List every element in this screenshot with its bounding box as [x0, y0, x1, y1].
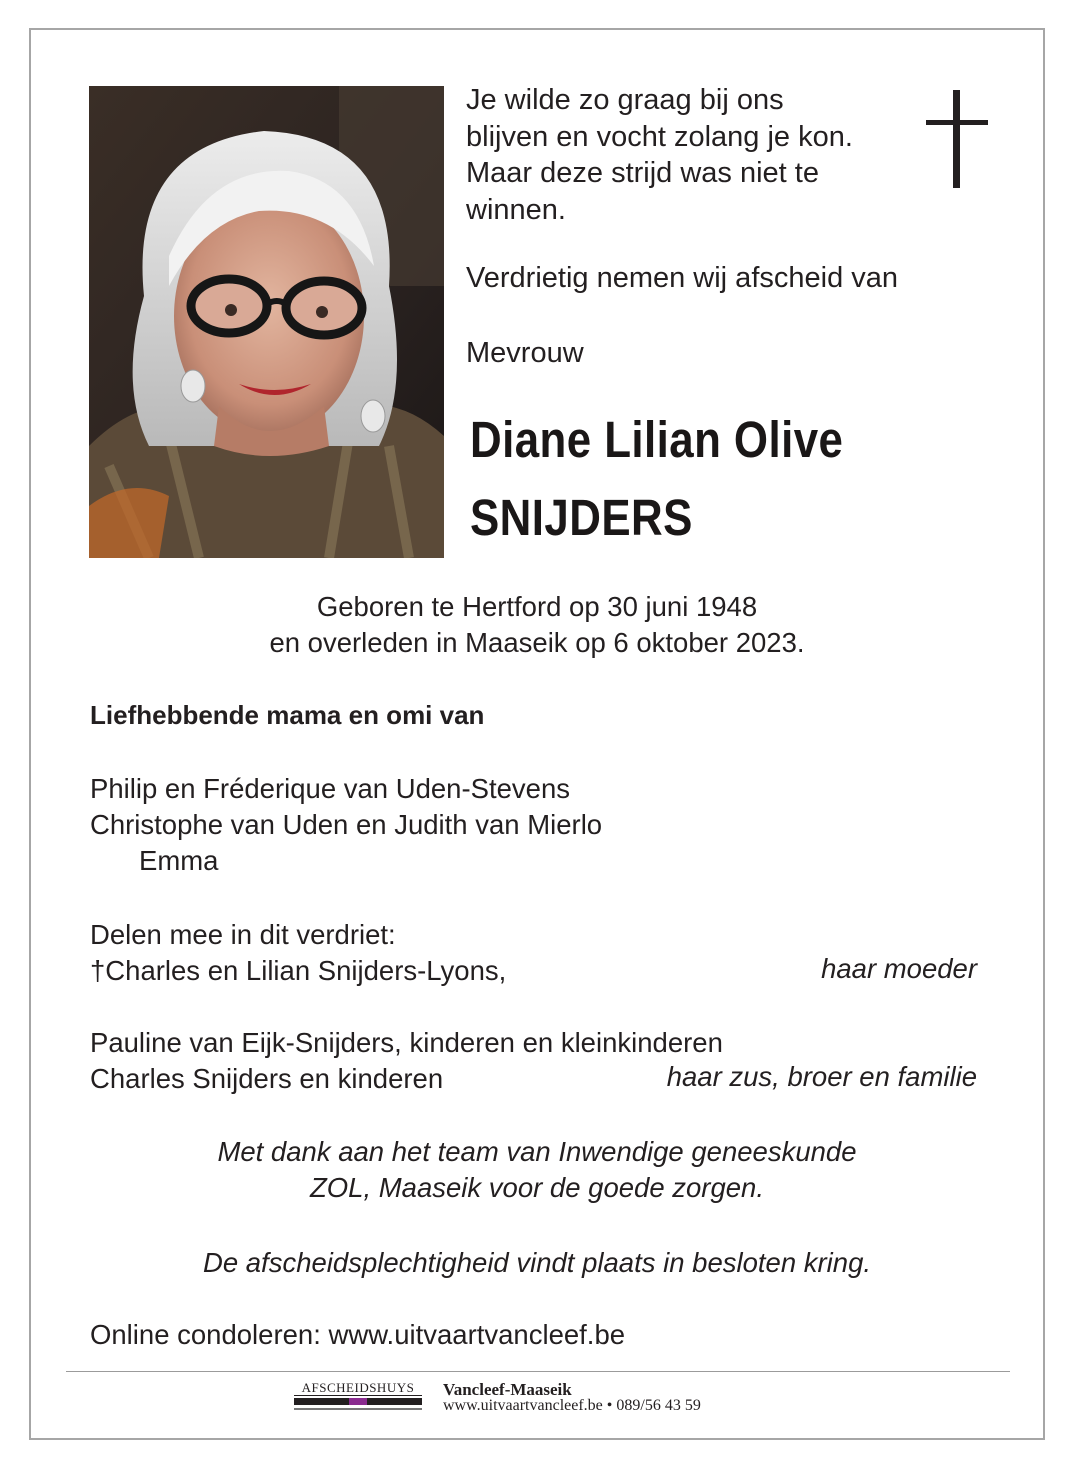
thanks-line: Met dank aan het team van Inwendige geneeskunde: [217, 1136, 857, 1167]
death-line: en overleden in Maaseik op 6 oktober 2023.: [269, 627, 805, 658]
parents-line: †Charles en Lilian Snijders-Lyons,: [90, 955, 507, 986]
parents-role: haar moeder: [821, 953, 977, 984]
logo-band: [294, 1398, 422, 1405]
sibling-line: Charles Snijders en kinderen: [90, 1063, 444, 1094]
logo-text: AFSCHEIDSHUYS: [294, 1380, 422, 1396]
poem-line: winnen.: [466, 193, 566, 226]
logo-subline: [294, 1408, 422, 1410]
funeral-home-contact: www.uitvaartvancleef.be • 089/56 43 59: [443, 1397, 701, 1414]
family-heading: Liefhebbende mama en omi van: [90, 700, 485, 730]
funeral-home-logo: [294, 1380, 422, 1418]
sibling-role: haar zus, broer en familie: [666, 1061, 977, 1092]
condolence-link[interactable]: Online condoleren: www.uitvaartvancleef.be: [90, 1319, 626, 1350]
farewell-lead: Verdrietig nemen wij afscheid van: [466, 262, 899, 294]
sharing-heading: Delen mee in dit verdriet:: [90, 919, 396, 950]
poem-line: Je wilde zo graag bij ons: [466, 84, 784, 116]
deceased-surname: SNIJDERS: [470, 489, 693, 546]
poem: [466, 82, 853, 228]
family-member: Philip en Fréderique van Uden-Stevens: [90, 773, 571, 804]
poem-line: Maar deze strijd was niet te: [466, 157, 819, 189]
deceased-first-names: Diane Lilian Olive: [470, 411, 844, 468]
family-member: Christophe van Uden en Judith van Mierlo: [90, 809, 603, 840]
footer-divider: [66, 1371, 1010, 1372]
funeral-home-name: Vancleef-Maaseik: [443, 1380, 572, 1399]
portrait-photo: [89, 86, 444, 558]
poem-line: blijven en vocht zolang je kon.: [466, 120, 853, 153]
grandchild: Emma: [139, 845, 219, 876]
honorific: Mevrouw: [466, 337, 584, 369]
thanks-line: ZOL, Maaseik voor de goede zorgen.: [309, 1172, 764, 1203]
sibling-line: Pauline van Eijk-Snijders, kinderen en kleinkinderen: [90, 1027, 723, 1058]
birth-line: Geboren te Hertford op 30 juni 1948: [316, 591, 758, 622]
cross-icon: [926, 90, 988, 188]
ceremony-notice: De afscheidsplechtigheid vindt plaats in besloten kring.: [202, 1247, 872, 1278]
